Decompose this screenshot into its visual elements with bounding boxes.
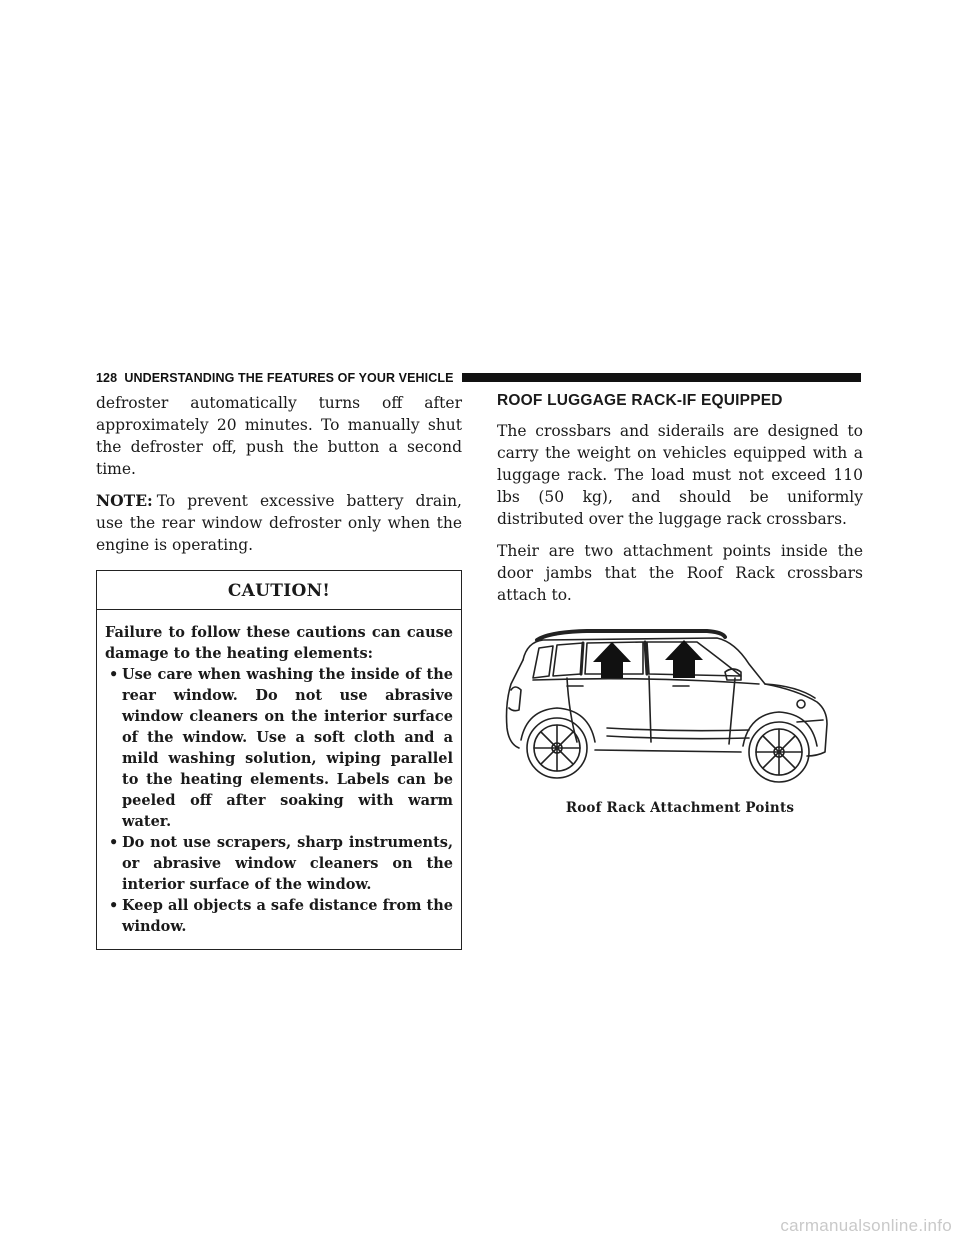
caution-item: • Use care when washing the inside of the rear window. Do not use abrasive window cleaners on the interior surface of the window. Use a soft cloth and a mild washing solution, wiping parallel to the heating elements. Labels can be peeled off after soaking with warm water. — [109, 666, 453, 830]
caution-intro: Failure to follow these cautions can cause damage to the heating elements: — [105, 624, 453, 662]
caution-item: • Do not use scrapers, sharp instruments, or abrasive window cleaners on the interior surface of the window. — [109, 834, 453, 893]
bullet-icon: • — [109, 897, 119, 914]
caution-list — [105, 664, 453, 937]
arrow-up-icon — [593, 642, 631, 678]
car-side-view-image — [497, 624, 863, 794]
car-illustration — [497, 624, 863, 794]
defroster-paragraph: defroster automatically turns off after approximately 20 minutes. To manually shut the defroster off, push the button a second time. — [96, 394, 462, 478]
caution-box — [96, 570, 462, 950]
page-header — [96, 370, 861, 386]
header-rule — [462, 373, 861, 382]
section-heading: ROOF LUGGAGE RACK-IF EQUIPPED — [497, 392, 783, 409]
right-column — [497, 392, 863, 816]
note-paragraph — [96, 490, 462, 556]
left-column — [96, 392, 462, 950]
page-number: 128 — [96, 371, 118, 385]
caution-title: CAUTION! — [227, 581, 331, 601]
figure-caption: Roof Rack Attachment Points — [565, 800, 795, 816]
note-text: To prevent excessive battery drain, use the rear window defroster only when the engine is operating. — [96, 492, 462, 554]
attachment-paragraph: Their are two attachment points inside the door jambs that the Roof Rack crossbars attach to. — [497, 542, 863, 604]
caution-divider — [97, 609, 461, 610]
bullet-icon: • — [109, 834, 119, 851]
crossbars-paragraph: The crossbars and siderails are designed to carry the weight on vehicles equipped with a luggage rack. The load must not exceed 110 lbs (50 kg), and should be uniformly distributed over the luggage rack crossbars. — [497, 422, 863, 528]
watermark-text: carmanualsonline.info — [780, 1216, 952, 1235]
section-title: UNDERSTANDING THE FEATURES OF YOUR VEHICLE — [124, 371, 454, 385]
page-header-text — [96, 370, 454, 386]
note-label: NOTE: — [96, 491, 153, 510]
arrow-up-icon — [665, 640, 703, 678]
caution-item: • Keep all objects a safe distance from the window. — [109, 897, 453, 935]
bullet-icon: • — [109, 666, 119, 683]
